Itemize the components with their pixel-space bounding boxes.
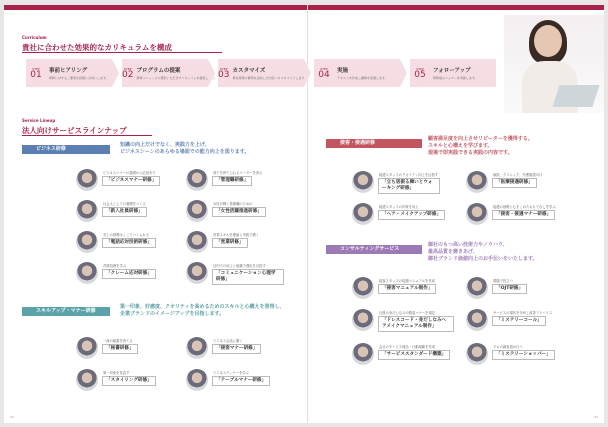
training-photo — [76, 200, 98, 222]
consulting-lead: 御社のもつ高い技術力やノウハウ、 最高品質を磨きあげ、 御社ブランド価値向上のお手伝いをいたします。 — [428, 242, 538, 262]
training-photo — [466, 343, 488, 365]
service-lead: 顧客満足度を向上させリピーターを獲得する。 スキルと心構えを学びます。 現場で即実践できる実践の内容です。 — [428, 136, 533, 156]
training-photo — [76, 169, 98, 191]
step-title: カスタマイズ — [232, 68, 266, 74]
lineup-underline — [22, 135, 152, 136]
step-title: 事前ヒアリング — [49, 68, 88, 74]
list-item: 部下を育てられるリーダーを育む 「管理職研修」 — [186, 169, 296, 195]
list-item: ビジネス会話に磨く 「接客マナー研修」 — [186, 337, 296, 363]
step-title: 実施 — [337, 68, 349, 74]
page-number-right: 44 — [594, 415, 598, 419]
training-photo — [352, 277, 374, 299]
training-photo — [352, 343, 374, 365]
step-desc: 研修メニューより選択いただきカリキュラムを提案します。 — [136, 76, 218, 80]
business-lead: 知識の向上だけでなく、実践力を上げ、 ビジネスシーンのあらゆる場面での能力向上を図ります。 — [120, 142, 250, 155]
list-item: 第一印象を見直す 「スタイリング研修」 — [76, 369, 186, 395]
list-item: 一流の秘書を育てる 「秘書研修」 — [76, 337, 186, 363]
step-4: STEP 04 実施 テキストを作成し講師を派遣します。 — [314, 59, 400, 87]
list-item: プロの調査員が行う 「ミステリーショッパー」 — [466, 343, 576, 369]
step-2: STEP 02 プログラムの提案 研修メニューより選択いただきカリキュラムを提案します。 — [122, 59, 208, 87]
list-item: 接遇の基礎と心をこめたおもてなしを学ぶ 「接客・接遇マナー研修」 — [466, 203, 576, 229]
training-photo — [186, 337, 208, 359]
training-photo — [466, 277, 488, 299]
list-item: 苦情処理を学ぶ 「クレーム応対研修」 — [76, 262, 186, 288]
list-item: 会社のサービス理念・行動規範を作成 「サービススタンダード構築」 — [352, 343, 462, 369]
list-item: ビジネスマナーの基礎から応用まで 「ビジネスマナー研修」 — [76, 169, 186, 195]
training-photo — [76, 262, 98, 284]
step-desc: 貴社業務の事例を反映した内容へカスタマイズします。 — [232, 76, 308, 80]
top-accent-bar — [4, 5, 604, 10]
list-item: 接遇スタッフの印象を向上 「ヘア・メイクアップ研修」 — [352, 203, 462, 229]
training-photo — [466, 171, 488, 193]
training-photo — [186, 231, 208, 253]
training-photo — [352, 309, 374, 331]
step-desc: 研修に対するご要望を詳細にお伺いします。 — [49, 76, 109, 80]
training-photo — [352, 171, 374, 193]
training-photo — [76, 231, 98, 253]
list-item: 社会人としての基礎をつくる 「新入社員研修」 — [76, 200, 186, 226]
training-photo — [186, 262, 208, 284]
hero-photo-woman-laptop — [504, 15, 604, 113]
training-photo — [186, 369, 208, 391]
training-photo — [186, 169, 208, 191]
list-item: ビジネスディナーを学ぶ 「テーブルマナー研修」 — [186, 369, 296, 395]
list-item: サービスの現状を分析し改善アドバイス 「ミステリーコール」 — [466, 309, 576, 335]
training-photo — [352, 203, 374, 225]
list-item: 社内での向上と組織力強化を目指す 「コミュニケーション心理学研修」 — [186, 262, 296, 288]
step-title: フォローアップ — [433, 68, 471, 74]
training-photo — [76, 337, 98, 359]
category-skillup-manner: スキルアップ・マナー研修 — [22, 307, 110, 316]
page-number-left: 43 — [10, 415, 14, 419]
list-item: 現場で役立つ 「OJT研修」 — [466, 277, 576, 303]
training-photo — [76, 369, 98, 391]
step-desc: テキストを作成し講師を派遣します。 — [337, 76, 388, 80]
list-item: 女性が輝く管理職のための 「女性活躍推進研修」 — [186, 200, 296, 226]
curriculum-title: 貴社に合わせた効果的なカリキュラムを構成 — [22, 43, 172, 52]
brochure-spread — [4, 5, 604, 423]
training-photo — [186, 200, 208, 222]
list-item: 接遇スタッフのクオリティ向上を目指す 「立ち居振る舞いとウォーキング研修」 — [352, 171, 462, 197]
category-business-training: ビジネス研修 — [22, 145, 110, 154]
list-item: 接客スタッフの接遇マニュアルを作成 「接客マニュアル制作」 — [352, 277, 462, 303]
step-desc: 研修後のフォローを実施します。 — [433, 76, 478, 80]
curriculum-en-label: Curriculum — [22, 35, 47, 40]
step-3: STEP 03 カスタマイズ 貴社業務の事例を反映した内容へカスタマイズします。 — [218, 59, 304, 87]
category-consulting: コンサルティングサービス — [326, 245, 422, 254]
list-item: 社員の身だしなみや服装マナーを規定 「ドレスコード・身だしなみヘアメイクマニュアル制作」 — [352, 309, 462, 335]
list-item: 営業スキルを理論と実践で磨く 「営業研修」 — [186, 231, 296, 257]
skillup-lead: 第一印象、好感度、クオリティを高めるためのスキルと心構えを習得し、 企業ブランドのイメージアップを目指します。 — [120, 304, 285, 317]
category-service-hospitality: 接客・接遇研修 — [326, 139, 422, 148]
lineup-title: 法人向けサービスラインナップ — [22, 126, 127, 135]
list-item: 売上の基礎はここでつくられる 「電話応対技術研修」 — [76, 231, 186, 257]
list-item: 病院、クリニック、介護施設向け 「医療接遇研修」 — [466, 171, 576, 197]
step-title: プログラムの提案 — [136, 68, 181, 74]
step-1: STEP 01 事前ヒアリング 研修に対するご要望を詳細にお伺いします。 — [26, 59, 112, 87]
lineup-en-label: Service Lineup — [22, 118, 56, 123]
curriculum-underline — [22, 52, 222, 53]
step-5: STEP 05 フォローアップ 研修後のフォローを実施します。 — [410, 59, 496, 87]
training-photo — [466, 309, 488, 331]
training-photo — [466, 203, 488, 225]
